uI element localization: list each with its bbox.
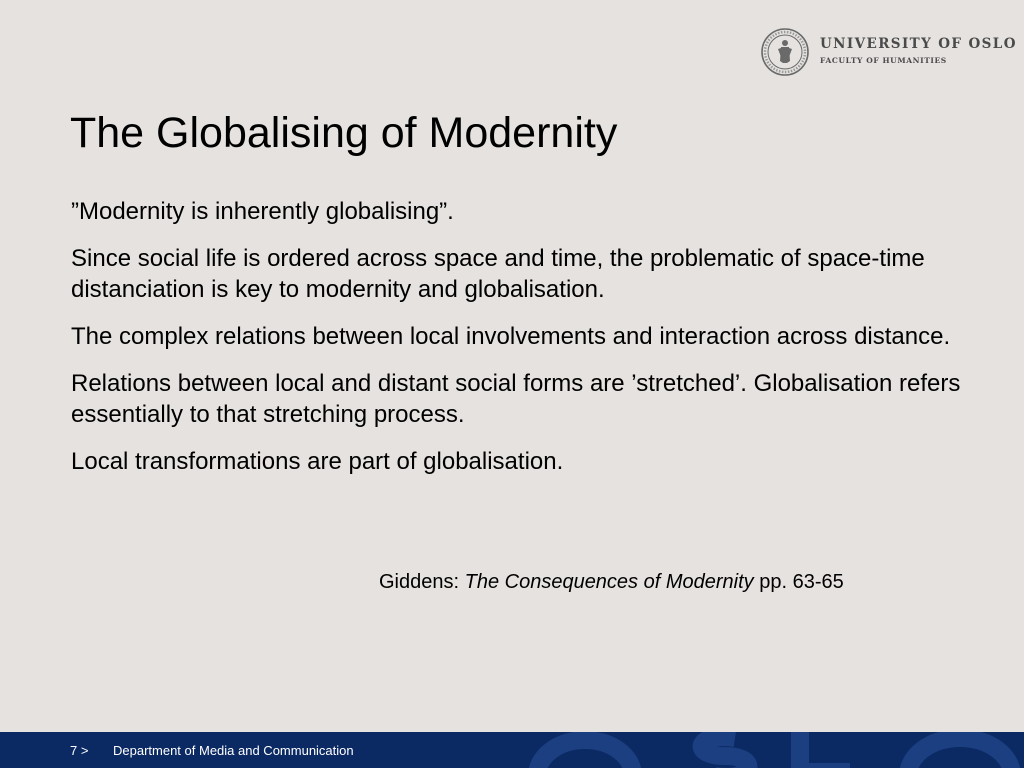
department-name: Department of Media and Communication	[113, 743, 354, 758]
university-logo	[760, 27, 1017, 79]
slide-title: The Globalising of Modernity	[70, 109, 618, 157]
citation-author: Giddens:	[379, 571, 465, 593]
bullet-item: Local transformations are part of globalisation.	[71, 448, 564, 475]
university-name: UNIVERSITY OF OSLO	[820, 36, 1017, 52]
bullet-item: Relations between local and distant social forms are ’stretched’. Globalisation refers essentially to that stretching process.	[71, 370, 961, 428]
bullet-list	[71, 196, 1006, 493]
footer-bar	[0, 732, 1024, 768]
university-seal-icon	[760, 27, 810, 77]
page-number: 7 >	[70, 743, 89, 758]
bullet-item: Since social life is ordered across space and time, the problematic of space-time distanciation is key to modernity and globalisation.	[71, 245, 925, 303]
citation-pages: pp. 63-65	[753, 571, 844, 593]
citation	[379, 569, 844, 595]
bullet-item: The complex relations between local involvements and interaction across distance.	[71, 323, 951, 350]
faculty-name: FACULTY OF HUMANITIES	[820, 56, 947, 65]
bullet-item: ”Modernity is inherently globalising”.	[71, 198, 454, 225]
citation-work: The Consequences of Modernity	[464, 571, 754, 593]
